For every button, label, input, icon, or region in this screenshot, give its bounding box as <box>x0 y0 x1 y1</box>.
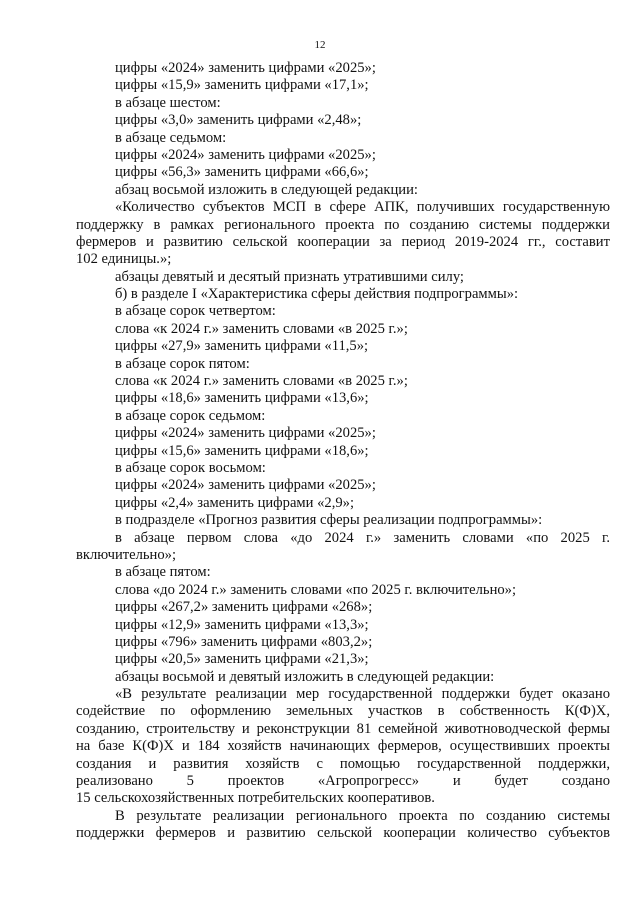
text-line: цифры «15,9» заменить цифрами «17,1»; <box>115 77 369 94</box>
text-line: б) в разделе I «Характеристика сферы действия подпрограммы»: <box>115 286 519 303</box>
text-line: в абзаце пятом: <box>115 564 211 581</box>
text-line: цифры «3,0» заменить цифрами «2,48»; <box>115 112 362 129</box>
text-line: фермеров и развитию сельской кооперации за период 2019-2024 гг., составит <box>76 233 610 250</box>
text-line: 102 единицы.»; <box>76 251 172 268</box>
text-line: цифры «20,5» заменить цифрами «21,3»; <box>115 651 369 668</box>
text-line: поддержки фермеров и развитию сельской кооперации количество субъектов <box>76 825 610 842</box>
text-line: в абзаце шестом: <box>115 94 221 111</box>
text-line: цифры «2024» заменить цифрами «2025»; <box>115 425 376 442</box>
text-line: «Количество субъектов МСП в сфере АПК, получивших государственную <box>115 199 610 216</box>
text-line: В результате реализации регионального проекта по созданию системы <box>115 807 610 824</box>
text-line: цифры «2,4» заменить цифрами «2,9»; <box>115 494 355 511</box>
text-line: цифры «2024» заменить цифрами «2025»; <box>115 60 376 76</box>
text-line: слова «до 2024 г.» заменить словами «по 2025 г. включительно»; <box>115 581 517 598</box>
text-line: слова «к 2024 г.» заменить словами «в 2025 г.»; <box>115 373 408 390</box>
document-body <box>76 60 610 843</box>
text-line: на базе К(Ф)Х и 184 хозяйств начинающих фермеров, осуществивших проекты <box>76 738 610 755</box>
text-line: абзацы восьмой и девятый изложить в следующей редакции: <box>115 668 495 685</box>
text-line: создания и развития хозяйств с помощью государственной поддержки, <box>76 755 610 772</box>
text-line: в абзаце первом слова «до 2024 г.» заменить словами «по 2025 г. <box>115 529 610 546</box>
text-line: созданию, строительству и реконструкции 81 семейной животноводческой фермы <box>76 720 610 737</box>
text-line: абзацы девятый и десятый признать утратившими силу; <box>115 268 464 285</box>
text-line: поддержку в рамках регионального проекта по созданию системы поддержки <box>76 216 610 233</box>
text-line: цифры «796» заменить цифрами «803,2»; <box>115 633 373 650</box>
text-line: содействие по оформлению земельных участков в собственность К(Ф)Х, <box>76 703 610 720</box>
page-number: 12 <box>314 39 326 51</box>
text-line: в абзаце сорок четвертом: <box>115 303 276 320</box>
text-line: в абзаце седьмом: <box>115 129 227 146</box>
text-line: абзац восьмой изложить в следующей редакции: <box>115 181 418 198</box>
text-line: в абзаце сорок седьмом: <box>115 407 266 424</box>
text-line: цифры «15,6» заменить цифрами «18,6»; <box>115 442 369 459</box>
text-line: «В результате реализации мер государственной поддержки будет оказано <box>115 686 610 703</box>
text-line: реализовано 5 проектов «Агропрогресс» и будет создано <box>76 773 610 790</box>
text-line: 15 сельскохозяйственных потребительских кооперативов. <box>76 790 435 807</box>
text-line: цифры «18,6» заменить цифрами «13,6»; <box>115 390 369 407</box>
text-line: в абзаце сорок восьмом: <box>115 459 266 476</box>
text-line: цифры «267,2» заменить цифрами «268»; <box>115 599 373 616</box>
text-line: цифры «12,9» заменить цифрами «13,3»; <box>115 616 369 633</box>
text-line: в подразделе «Прогноз развития сферы реализации подпрограммы»: <box>115 512 543 529</box>
text-line: цифры «27,9» заменить цифрами «11,5»; <box>115 338 369 355</box>
text-line: цифры «56,3» заменить цифрами «66,6»; <box>115 164 369 181</box>
text-line: цифры «2024» заменить цифрами «2025»; <box>115 146 376 163</box>
text-line: в абзаце сорок пятом: <box>115 355 250 372</box>
text-line: цифры «2024» заменить цифрами «2025»; <box>115 477 376 494</box>
text-line: слова «к 2024 г.» заменить словами «в 2025 г.»; <box>115 320 408 337</box>
text-line: включительно»; <box>76 546 177 563</box>
